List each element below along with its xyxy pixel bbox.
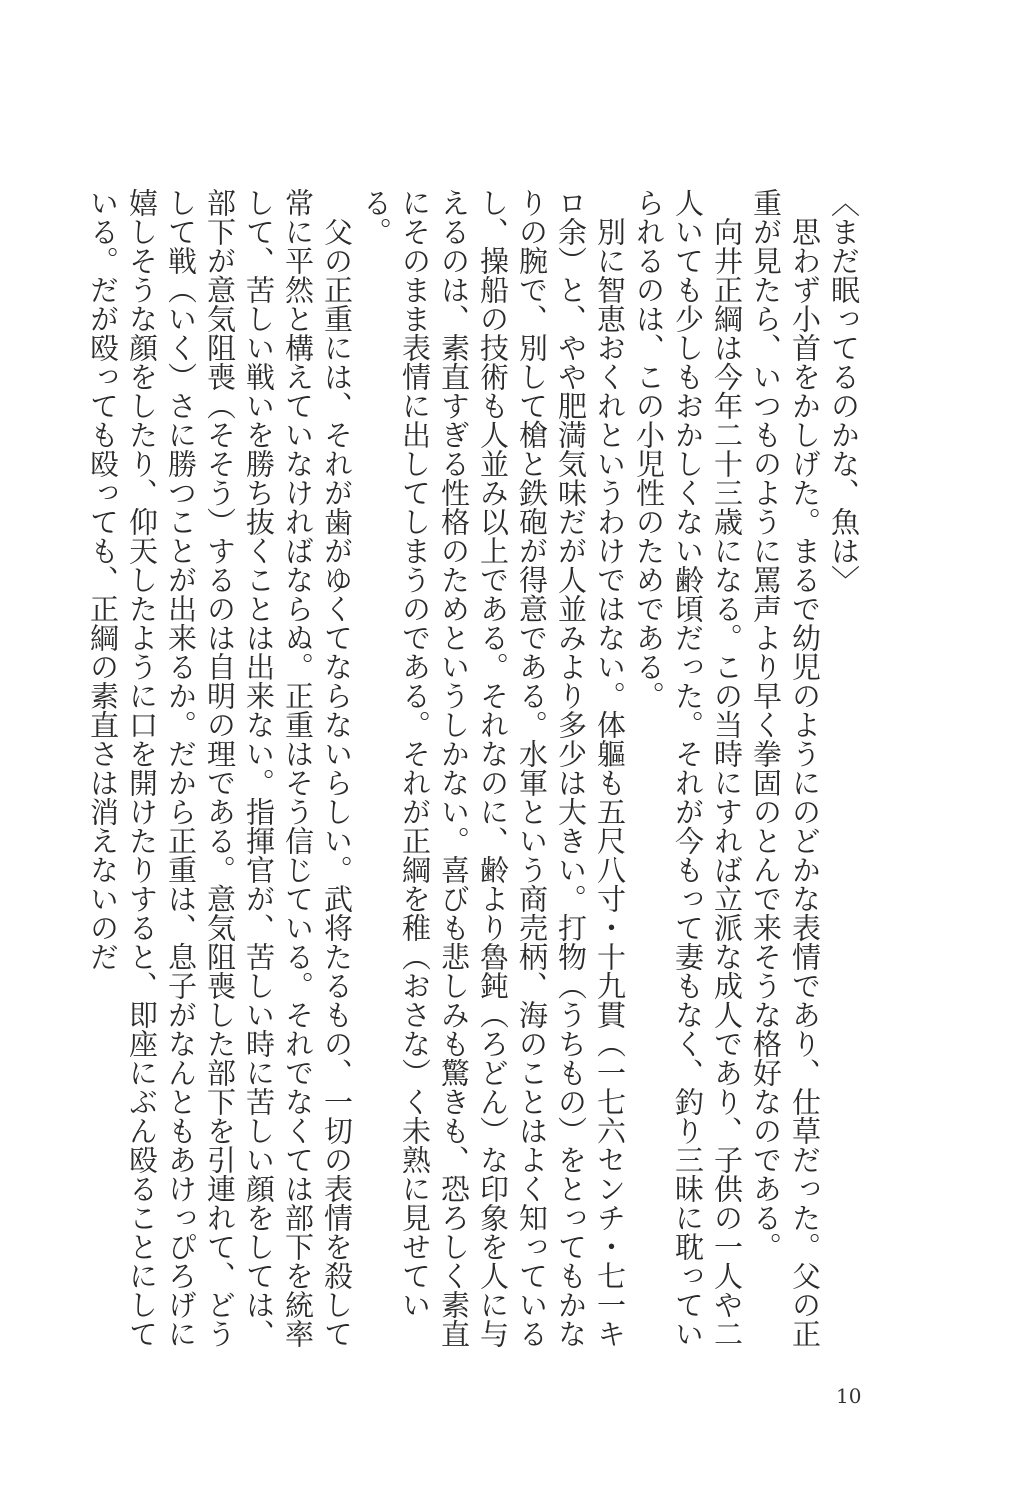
paragraph-4: 父の正重には、それが歯がゆくてならないらしい。武将たるもの、一切の表情を殺して常に平然と構えていなければならぬ。正重はそう信じている。それでなくては部下を統率して、苦しい戦いを勝ち抜くことは出来ない。指揮官が、苦しい時に苦しい顔をしては、部下が意気阻喪（そそう）するのは自明の理である。意気阻喪した部下を引連れて、どうして戦（いく）さに勝つことが出来るか。だから正重は、息子がなんともあけっぴろげに嬉しそうな顔をしたり、仰天したように口を開けたりすると、即座にぶん殴ることにしている。だが殴っても殴っても、正綱の素直さは消えないのだ [86,188,354,1348]
paragraph-3: 別に智恵おくれというわけではない。体軀も五尺八寸・十九貫（一七六センチ・七一キロ余）と、やや肥満気味だが人並みより多少は大きい。打物（うちもの）をとってもかなりの腕で、別して槍と鉄砲が得意である。水軍という商売柄、海のことはよく知っているし、操船の技術も人並み以上である。それなのに、齢より魯鈍（ろどん）な印象を人に与えるのは、素直すぎる性格のためというしかない。喜びも悲しみも驚きも、恐ろしく素直にそのまま表情に出してしまうのである。それが正綱を稚（おさな）く未熟に見せている。 [359,188,627,1348]
opening-line: 〈まだ眠ってるのかな、魚は〉 [827,188,861,594]
paragraph-2: 向井正綱は今年二十三歳になる。この当時にすれば立派な成人であり、子供の一人や二人いても少しもおかしくない齢頃だった。それが今もって妻もなく、釣り三昧に耽っていられるのは、この小児性のためである。 [632,188,744,1348]
page-number: 10 [836,1384,862,1408]
paragraph-1: 思わず小首をかしげた。まるで幼児のようにのどかな表情であり、仕草だった。父の正重が見たら、いつものように罵声より早く拳固のとんで来そうな格好なのである。 [749,188,822,1348]
vertical-text-body [86,188,863,1352]
